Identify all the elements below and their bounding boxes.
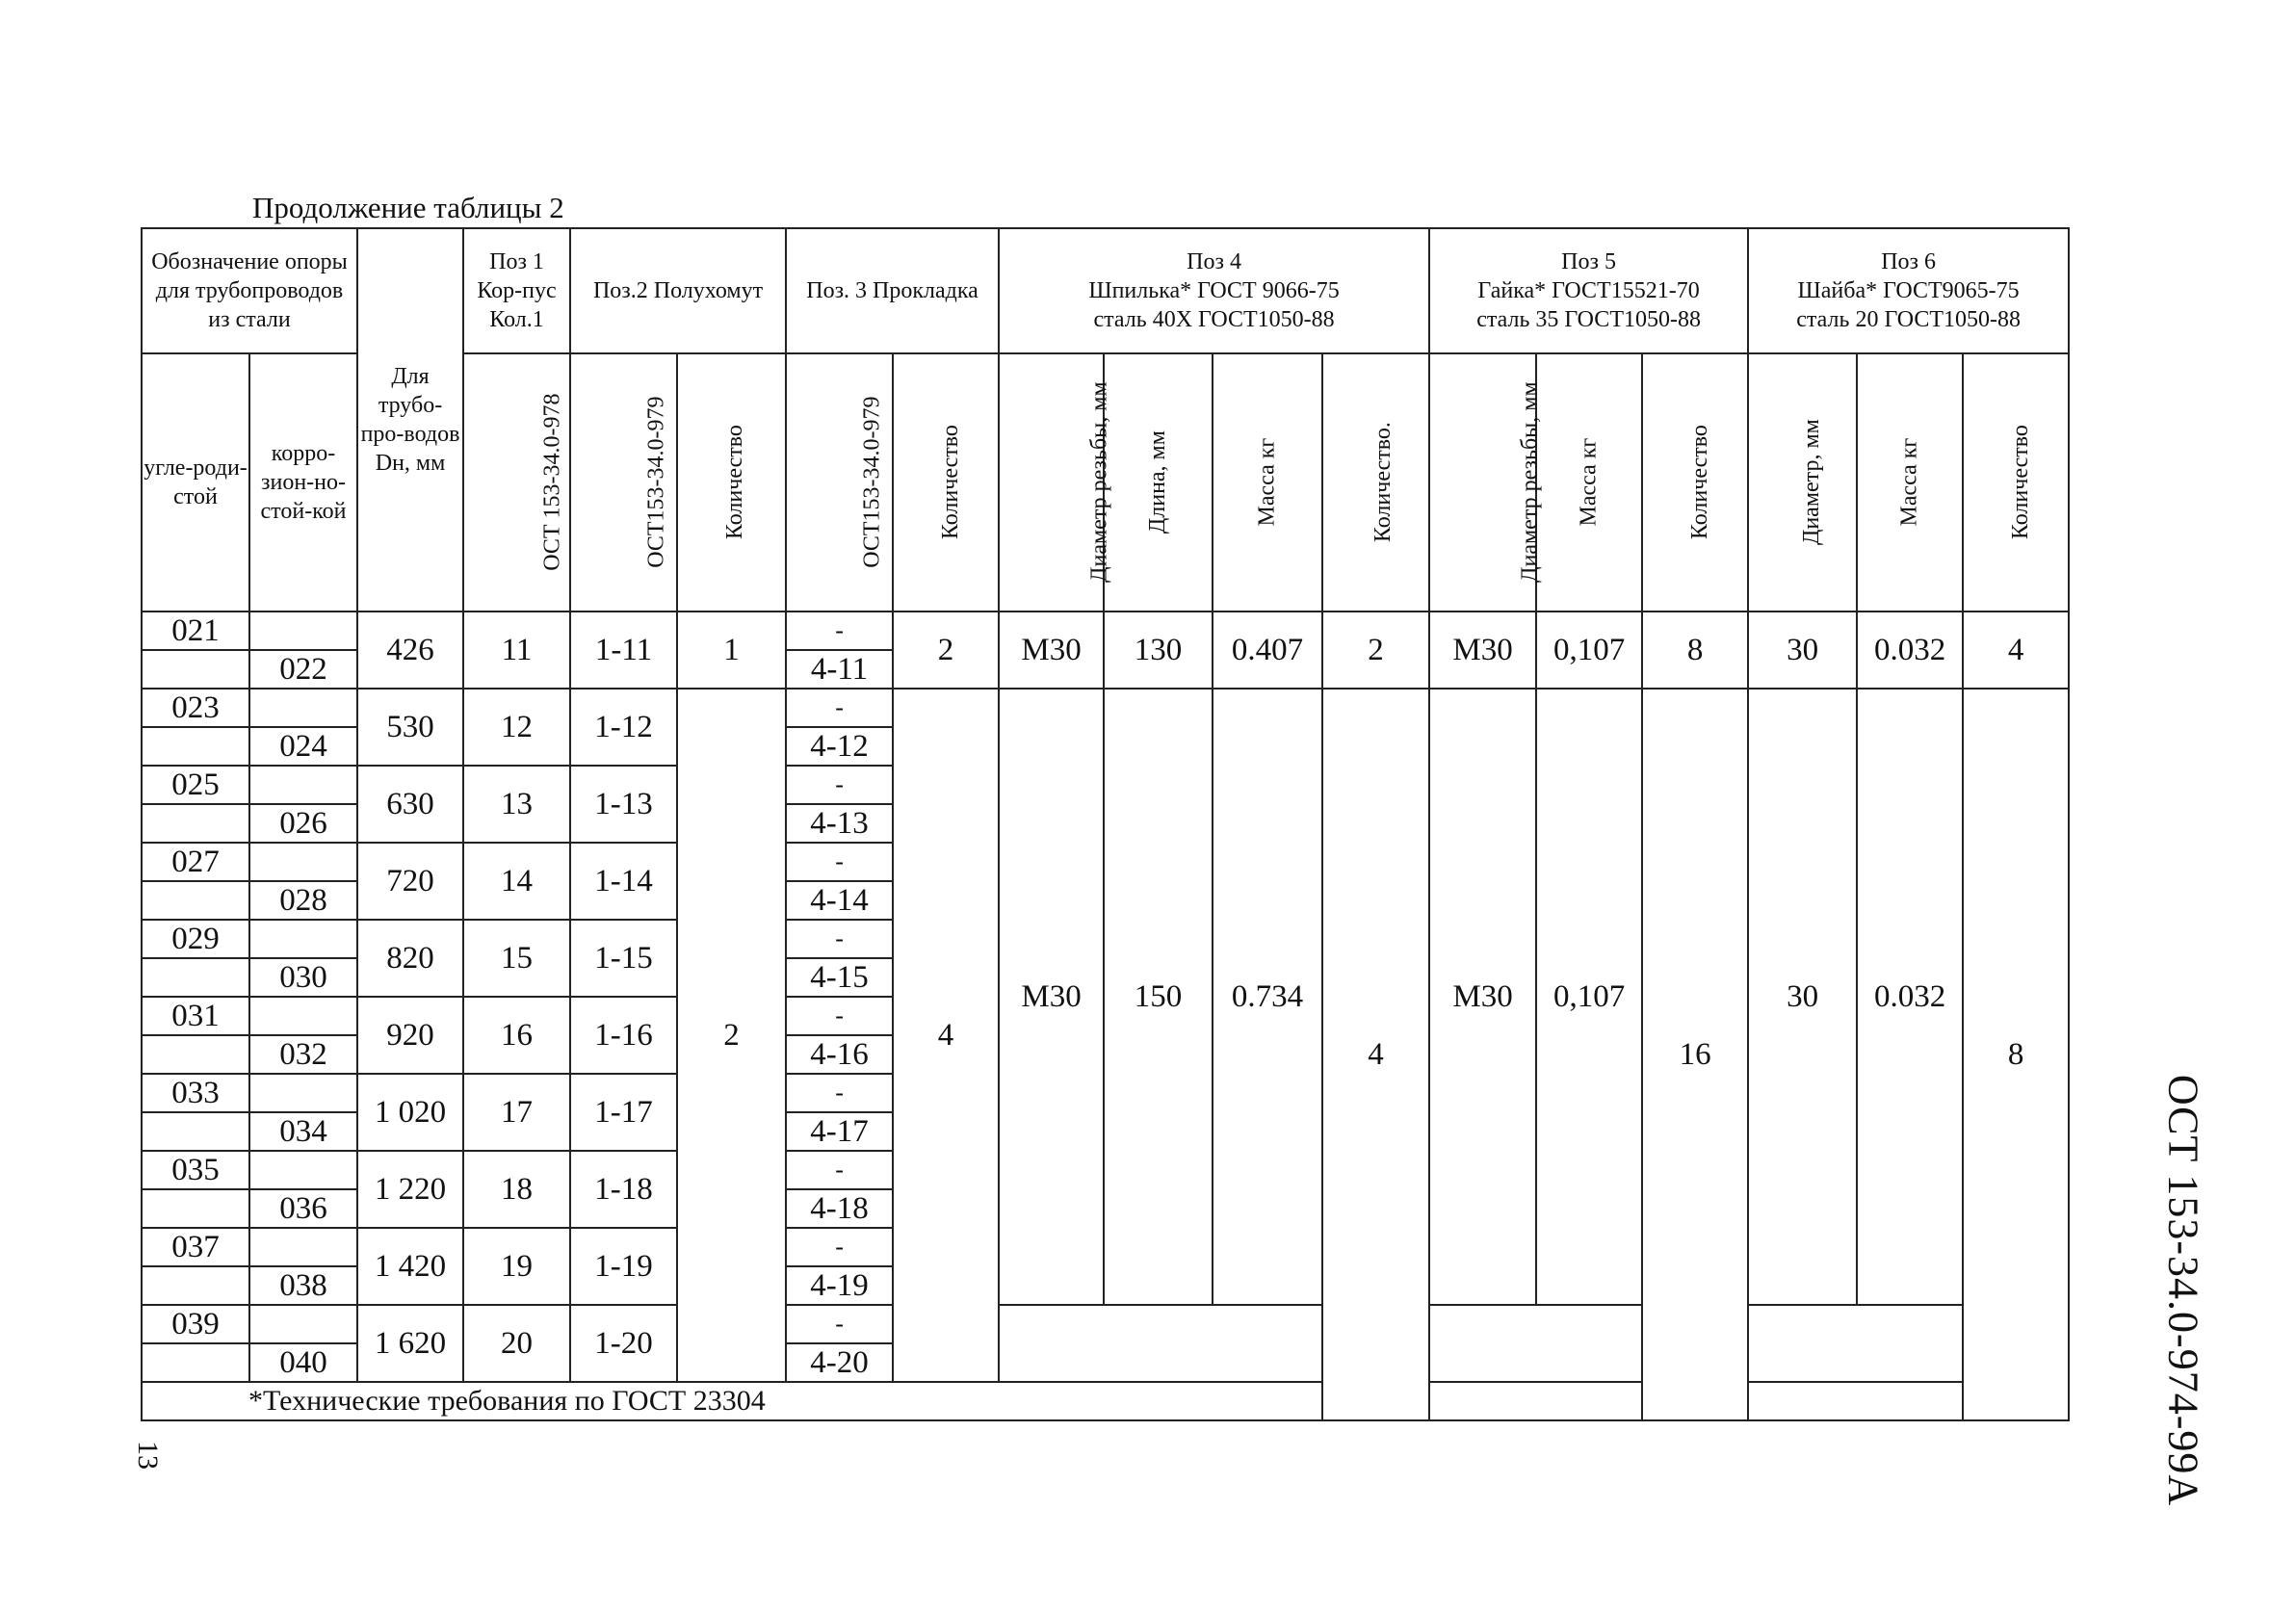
pos3-cell: 4-16 — [786, 1035, 893, 1074]
pos3-dash-cell: - — [786, 1151, 893, 1189]
pos6-mass-header: Масса кг — [1857, 353, 1963, 612]
table-caption: Продолжение таблицы 2 — [252, 191, 564, 224]
pos3-cell: 4-11 — [786, 650, 893, 689]
dn-cell: 1 420 — [357, 1228, 463, 1305]
pos3-cell: 4-17 — [786, 1112, 893, 1151]
empty-cell — [249, 997, 357, 1035]
pos6-material: сталь 20 ГОСТ1050-88 — [1796, 307, 2021, 332]
dn-cell: 1 020 — [357, 1074, 463, 1151]
dn-cell: 1 220 — [357, 1151, 463, 1228]
pos6-mass-cell: 0.032 — [1857, 612, 1963, 689]
pos4-title: Поз 4 — [1187, 249, 1241, 274]
pos2-qty-cell: 2 — [677, 689, 786, 1382]
empty-cell — [249, 689, 357, 727]
pos3-dash-cell: - — [786, 843, 893, 881]
pos4-qty-cell: 4 — [1322, 689, 1429, 1420]
pos6-mass-cell: 0.032 — [1857, 689, 1963, 1305]
pos1-cell: 16 — [463, 997, 570, 1074]
empty-cell — [142, 727, 249, 766]
pos5-qty-cell: 16 — [1642, 689, 1748, 1420]
pos3-cell: 4-13 — [786, 804, 893, 843]
pos3-dash-cell: - — [786, 766, 893, 804]
pos1-cell: 14 — [463, 843, 570, 920]
carbon-steel-header: угле-роди-стой — [142, 353, 249, 612]
carbon-cell: 035 — [142, 1151, 249, 1189]
pos3-dash-cell: - — [786, 689, 893, 727]
pos2-cell: 1-12 — [570, 689, 677, 766]
designation-header: Обозначение опоры для трубопроводов из стали — [142, 228, 357, 353]
pos4-length-header: Длина, мм — [1104, 353, 1213, 612]
pos5-mass-cell: 0,107 — [1536, 612, 1642, 689]
pos3-qty-cell: 2 — [893, 612, 999, 689]
pos3-cell: 4-12 — [786, 727, 893, 766]
pos5-mass-cell: 0,107 — [1536, 689, 1642, 1305]
dn-cell: 720 — [357, 843, 463, 920]
pos2-qty-header: Количество — [677, 353, 786, 612]
pos4-qty-header: Количество. — [1322, 353, 1429, 612]
pos1-cell: 20 — [463, 1305, 570, 1382]
carbon-cell: 025 — [142, 766, 249, 804]
pos5-header — [1429, 228, 1748, 353]
pos4-mass-cell: 0.407 — [1213, 612, 1322, 689]
pos3-dash-cell: - — [786, 1305, 893, 1343]
empty-cell — [142, 1035, 249, 1074]
pos6-qty-cell: 8 — [1963, 689, 2069, 1420]
corrosion-cell: 038 — [249, 1266, 357, 1305]
pos4-length-cell: 150 — [1104, 689, 1213, 1305]
pos3-dash-cell: - — [786, 997, 893, 1035]
empty-cell — [249, 1305, 357, 1343]
corrosion-steel-header: корро-зион-но-стой-кой — [249, 353, 357, 612]
empty-cell — [142, 650, 249, 689]
pos6-qty-header: Количество — [1963, 353, 2069, 612]
pos4-mass-cell: 0.734 — [1213, 689, 1322, 1305]
empty-cell — [249, 1228, 357, 1266]
empty-cell — [142, 1189, 249, 1228]
carbon-cell: 039 — [142, 1305, 249, 1343]
pos5-standard: Гайка* ГОСТ15521-70 — [1477, 278, 1700, 303]
pos2-qty-cell: 1 — [677, 612, 786, 689]
pos6-dia-cell: 30 — [1748, 612, 1857, 689]
corrosion-cell: 024 — [249, 727, 357, 766]
corrosion-cell: 026 — [249, 804, 357, 843]
pos3-qty-header: Количество — [893, 353, 999, 612]
pos1-cell: 11 — [463, 612, 570, 689]
pos3-cell: 4-14 — [786, 881, 893, 920]
pos5-thread-cell: М30 — [1429, 689, 1536, 1305]
pos4-qty-cell: 2 — [1322, 612, 1429, 689]
pos2-cell: 1-15 — [570, 920, 677, 997]
pos3-dash-cell: - — [786, 1228, 893, 1266]
dn-cell: 920 — [357, 997, 463, 1074]
carbon-cell: 023 — [142, 689, 249, 727]
dn-cell: 1 620 — [357, 1305, 463, 1382]
pos3-dash-cell: - — [786, 1074, 893, 1112]
pos5-thread-header: Диаметр резьбы, мм — [1429, 353, 1536, 612]
corrosion-cell: 030 — [249, 958, 357, 997]
pos5-mass-header: Масса кг — [1536, 353, 1642, 612]
pos3-qty-cell: 4 — [893, 689, 999, 1382]
empty-cell — [142, 804, 249, 843]
pos1-cell: 19 — [463, 1228, 570, 1305]
carbon-cell: 037 — [142, 1228, 249, 1266]
pos4-material: сталь 40Х ГОСТ1050-88 — [1093, 307, 1335, 332]
pos1-cell: 15 — [463, 920, 570, 997]
pos6-standard: Шайба* ГОСТ9065-75 — [1797, 278, 2020, 303]
carbon-cell: 021 — [142, 612, 249, 650]
pos4-standard: Шпилька* ГОСТ 9066-75 — [1088, 278, 1340, 303]
empty-cell — [249, 612, 357, 650]
corrosion-cell: 034 — [249, 1112, 357, 1151]
pos2-cell: 1-20 — [570, 1305, 677, 1382]
pos1-cell: 18 — [463, 1151, 570, 1228]
pos1-cell: 13 — [463, 766, 570, 843]
pos5-thread-cell: М30 — [1429, 612, 1536, 689]
pos1-doc-header: ОСТ 153-34.0-978 — [463, 353, 570, 612]
document-code: ОСТ 153-34.0-974-99А — [2159, 1074, 2207, 1507]
corrosion-cell: 040 — [249, 1343, 357, 1382]
carbon-cell: 027 — [142, 843, 249, 881]
page-number: 13 — [132, 1441, 164, 1470]
pos2-cell: 1-18 — [570, 1151, 677, 1228]
pos4-header — [999, 228, 1429, 353]
pos6-qty-cell: 4 — [1963, 612, 2069, 689]
footnote: *Технические требования по ГОСТ 23304 — [142, 1382, 2069, 1420]
pos4-thread-cell: М30 — [999, 689, 1104, 1305]
pos6-dia-header: Диаметр, мм — [1748, 353, 1857, 612]
corrosion-cell: 032 — [249, 1035, 357, 1074]
pos3-cell: 4-18 — [786, 1189, 893, 1228]
dn-cell: 820 — [357, 920, 463, 997]
empty-cell — [142, 958, 249, 997]
pos2-cell: 1-17 — [570, 1074, 677, 1151]
pipe-diameter-header: Для трубо-про-водов Dн, мм — [357, 228, 463, 612]
pos3-doc-header: ОСТ153-34.0-979 — [786, 353, 893, 612]
pos6-title: Поз 6 — [1881, 249, 1937, 274]
pos3-dash-cell: - — [786, 612, 893, 650]
empty-cell — [249, 1151, 357, 1189]
pos5-qty-header: Количество — [1642, 353, 1748, 612]
pos6-dia-cell: 30 — [1748, 689, 1857, 1305]
pos2-cell: 1-14 — [570, 843, 677, 920]
pos1-cell: 12 — [463, 689, 570, 766]
dn-cell: 426 — [357, 612, 463, 689]
specification-table — [141, 227, 2070, 1421]
carbon-cell: 033 — [142, 1074, 249, 1112]
empty-cell — [249, 843, 357, 881]
pos4-length-cell: 130 — [1104, 612, 1213, 689]
pos4-thread-header: Диаметр резьбы, мм — [999, 353, 1104, 612]
corrosion-cell: 022 — [249, 650, 357, 689]
pos4-thread-cell: М30 — [999, 612, 1104, 689]
pos2-header: Поз.2 Полухомут — [570, 228, 786, 353]
pos3-cell: 4-19 — [786, 1266, 893, 1305]
pos4-mass-header: Масса кг — [1213, 353, 1322, 612]
pos1-header: Поз 1 Кор-пус Кол.1 — [463, 228, 570, 353]
dn-cell: 530 — [357, 689, 463, 766]
pos3-header: Поз. 3 Прокладка — [786, 228, 999, 353]
pos2-doc-header: ОСТ153-34.0-979 — [570, 353, 677, 612]
dn-cell: 630 — [357, 766, 463, 843]
corrosion-cell: 036 — [249, 1189, 357, 1228]
empty-cell — [249, 766, 357, 804]
pos3-cell: 4-15 — [786, 958, 893, 997]
pos2-cell: 1-11 — [570, 612, 677, 689]
pos2-cell: 1-16 — [570, 997, 677, 1074]
carbon-cell: 029 — [142, 920, 249, 958]
pos5-material: сталь 35 ГОСТ1050-88 — [1476, 307, 1701, 332]
pos1-cell: 17 — [463, 1074, 570, 1151]
pos5-qty-cell: 8 — [1642, 612, 1748, 689]
pos6-header — [1748, 228, 2069, 353]
empty-cell — [142, 1266, 249, 1305]
pos5-title: Поз 5 — [1561, 249, 1616, 274]
empty-cell — [142, 1112, 249, 1151]
pos2-cell: 1-19 — [570, 1228, 677, 1305]
empty-cell — [249, 920, 357, 958]
carbon-cell: 031 — [142, 997, 249, 1035]
pos2-cell: 1-13 — [570, 766, 677, 843]
empty-cell — [142, 881, 249, 920]
corrosion-cell: 028 — [249, 881, 357, 920]
empty-cell — [142, 1343, 249, 1382]
pos3-cell: 4-20 — [786, 1343, 893, 1382]
empty-cell — [249, 1074, 357, 1112]
pos3-dash-cell: - — [786, 920, 893, 958]
